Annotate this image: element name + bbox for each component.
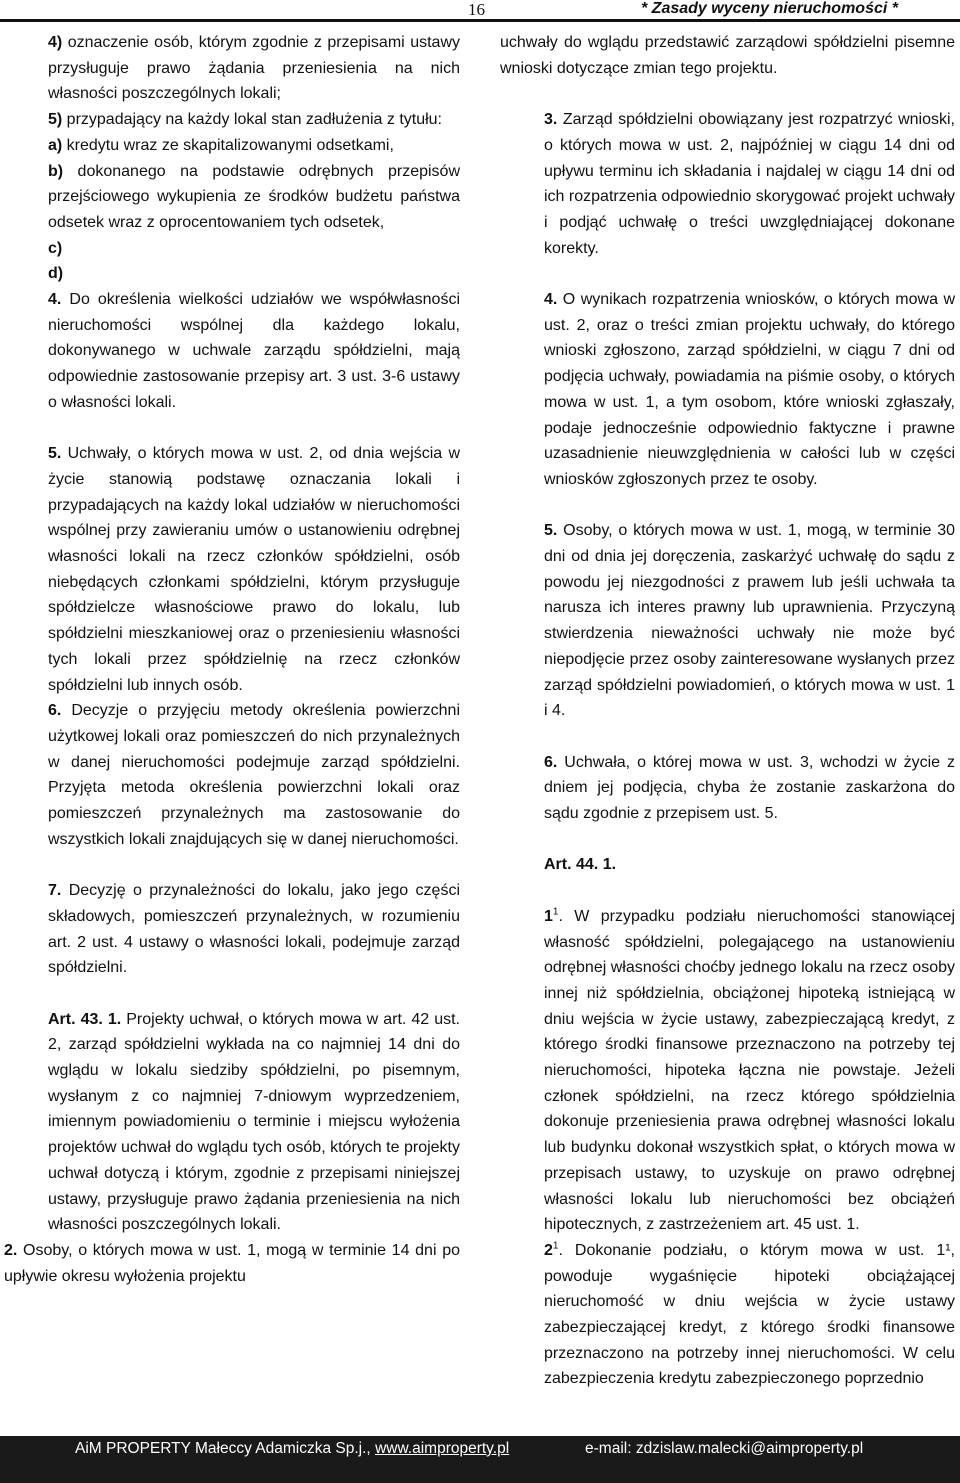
left-text-column: [4, 30, 460, 1289]
paragraph-number: Art. 43. 1.: [48, 1010, 122, 1028]
paragraph: [4, 878, 460, 981]
paragraph-number: 5.: [48, 445, 62, 463]
page-number: 16: [468, 0, 485, 19]
paragraph-text: kredytu wraz ze skapitalizowanymi odsetkami,: [62, 136, 394, 154]
footer-website-link[interactable]: www.aimproperty.pl: [375, 1440, 510, 1457]
paragraph-text: Projekty uchwał, o których mowa w art. 42 ust. 2, zarząd spółdzielni wykłada na co najmniej 14 dni do wglądu w lokalu siedziby spółdzielni, po pisemnym, wysłanym z co najmniej 7-dniowym wyprzedzeniem, imiennym powiadomieniu o terminie i miejscu wyłożenia projektów uchwał do wglądu tych osób, których te projekty uchwał dotyczą i którym, zgodnie z przepisami niniejszej ustawy, przysługuje prawo żądania przeniesienia na nich własności poszczególnych lokali.: [48, 1010, 460, 1234]
footer-company-name: AiM PROPERTY Małeccy Adamiczka Sp.j.,: [75, 1440, 371, 1457]
paragraph-number: 2: [544, 1241, 553, 1259]
paragraph-text: oznaczenie osób, którym zgodnie z przepisami ustawy przysługuje prawo żądania przeniesienia na nich własności poszczególnych lokali;: [48, 34, 460, 103]
paragraph-number: a): [48, 136, 63, 154]
paragraph: [500, 852, 955, 878]
paragraph-text: . Dokonanie podziału, o którym mowa w ust. 1¹, powoduje wygaśnięcie hipoteki obciążającej nieruchomość w dniu wejścia w życie ustawy zabezpieczającej kredyt, z którego środki finansowe przeznaczono na potrzeby innej nieruchomości. W celu zabezpieczenia kredytu zabezpieczonego poprzednio: [544, 1241, 955, 1388]
paragraph-text: Osoby, o których mowa w ust. 1, mogą w terminie 14 dni po upływie okresu wyłożenia projektu: [4, 1242, 460, 1285]
paragraph-text: O wynikach rozpatrzenia wniosków, o których mowa w ust. 2, oraz o treści zmian projektu uchwały, do którego wnioski zgłoszono, zarząd spółdzielni, w ciągu 7 dni od podjęcia uchwały, powiadamia na piśmie osoby, o których mowa w ust. 1, a tym osobom, które wnioski zgłaszały, podaje jednocześnie odpowiednio faktyczne i prawne uzasadnienie nieuwzględnienia w całości lub w części wniosków zgłoszonych przez te osoby.: [544, 291, 955, 488]
paragraph: [4, 441, 460, 698]
paragraph: [4, 133, 460, 159]
paragraph: [4, 287, 460, 416]
paragraph-number: 4): [48, 34, 63, 51]
paragraph: [500, 1238, 955, 1392]
paragraph: [4, 236, 460, 262]
footer-company: [75, 1440, 509, 1458]
paragraph: [500, 107, 955, 261]
paragraph-number: 2.: [4, 1242, 18, 1259]
paragraph-number: 4.: [48, 291, 62, 309]
footer-email[interactable]: e-mail: zdzislaw.malecki@aimproperty.pl: [585, 1440, 864, 1457]
paragraph: [4, 159, 460, 236]
paragraph-number: 6.: [544, 753, 558, 771]
paragraph-number: 6.: [48, 702, 62, 720]
paragraph: [4, 30, 460, 107]
paragraph: [500, 30, 955, 81]
paragraph: [500, 904, 955, 1238]
paragraph-text: Uchwała, o której mowa w ust. 3, wchodzi w życie z dniem jej podjęcia, chyba że zostanie zaskarżona do sądu zgodnie z przepisem ust. 5.: [544, 753, 955, 823]
paragraph-text: Decyzje o przyjęciu metody określenia powierzchni użytkowej lokali oraz pomieszczeń do nich przynależnych w danej nieruchomości podejmuje zarząd spółdzielni. Przyjęta metoda określenia powierzchni lokali oraz pomieszczeń przynależnych ma zastosowanie do wszystkich lokali znajdujących się w danej nieruchomości.: [48, 702, 460, 848]
paragraph-text: . W przypadku podziału nieruchomości stanowiącej własność spółdzielni, polegającego na ustanowieniu odrębnej własności choćby jednego lokalu na rzecz osoby innej niż spółdzielnia, obciążonej hipoteką istniejącą w dniu wejścia w życie ustawy, zabezpieczającą kredyt, z którego środki finansowe przeznaczono na potrzeby tej nieruchomości, hipoteka łączna nie powstaje. Jeżeli członek spółdzielni, na rzecz którego spółdzielnia dokonuje przeniesienia prawa odrębnej własności lokalu lub budynku dokonał wszystkich spłat, o których mowa w przepisach ustawy, to uzyskuje on prawo odrębnej własności lokalu lub nieruchomości bez obciążeń hipotecznych, z zastrzeżeniem art. 45 ust. 1.: [544, 907, 955, 1234]
paragraph: [500, 287, 955, 493]
paragraph: [500, 750, 955, 827]
paragraph-text: przypadający na każdy lokal stan zadłużenia z tytułu:: [62, 111, 442, 129]
right-text-column: [500, 30, 955, 1392]
paragraph-text: Osoby, o których mowa w ust. 1, mogą, w terminie 30 dni od dnia jej doręczenia, zaskarżyć uchwałę do sądu z powodu jej niezgodności z prawem lub jeśli uchwała ta narusza ich interes prawny lub uprawnienia. Przyczyną stwierdzenia nieważności uchwały nie może być niepodjęcie przez osoby zainteresowane wysłanych przez zarząd spółdzielni powiadomień, o których mowa w ust. 1 i 4.: [544, 522, 955, 720]
paragraph-text: Do określenia wielkości udziałów we współwłasności nieruchomości wspólnej dla każdego lokalu, dokonywanego w uchwale zarządu spółdzielni, mają odpowiednie zastosowanie przepisy art. 3 ust. 3-6 ustawy o własności lokali.: [48, 291, 460, 411]
paragraph-number: d): [48, 265, 64, 283]
paragraph-text: dokonanego na podstawie odrębnych przepisów przejściowego wykupienia ze środków budżetu państwa odsetek wraz z oprocentowaniem tych odsetek,: [48, 162, 460, 231]
paragraph: [4, 261, 460, 287]
paragraph-number: c): [48, 239, 63, 257]
paragraph-number: 4.: [544, 291, 558, 308]
paragraph: [4, 107, 460, 133]
superscript: 1: [552, 1240, 559, 1252]
paragraph-number: 5.: [544, 522, 558, 540]
paragraph-number: 1: [544, 907, 553, 925]
paragraph-text: uchwały do wglądu przedstawić zarządowi spółdzielni pisemne wnioski dotyczące zmian tego projektu.: [500, 34, 955, 77]
header-rule: [0, 19, 960, 22]
paragraph: [500, 518, 955, 724]
paragraph-text: Uchwały, o których mowa w ust. 2, od dnia wejścia w życie stanowią podstawę oznaczania lokali i przypadających na każdy lokal udziałów w nieruchomości wspólnej przy zawieraniu umów o ustanowieniu odrębnej własności lokali na rzecz członków spółdzielni, osób niebędących członkami spółdzielni, którym przysługuje spółdzielcze własnościowe prawo do lokalu, lub spółdzielni mieszkaniowej oraz o przeniesieniu własności tych lokali przez spółdzielnię na rzecz członków spółdzielni lub innych osób.: [48, 445, 460, 694]
paragraph-number: b): [48, 162, 64, 180]
paragraph-number: Art. 44. 1.: [544, 856, 617, 874]
paragraph: [4, 1007, 460, 1238]
running-header-title: * Zasady wyceny nieruchomości *: [641, 0, 898, 17]
paragraph-number: 3.: [544, 111, 558, 129]
superscript: 1: [552, 906, 559, 918]
paragraph-number: 7.: [48, 882, 62, 900]
paragraph-text: Decyzję o przynależności do lokalu, jako jego części składowych, pomieszczeń przynależnych, w rozumieniu art. 2 ust. 4 ustawy o własności lokali, podejmuje zarząd spółdzielni.: [48, 882, 460, 977]
paragraph-number: 5): [48, 111, 63, 129]
paragraph-text: Zarząd spółdzielni obowiązany jest rozpatrzyć wnioski, o których mowa w ust. 2, najpóźniej w ciągu 14 dni od upływu terminu ich składania i najdalej w ciągu 14 dni od ich rozpatrzenia odpowiednio skorygować projekt uchwały i podjąć uchwałę o treści uwzględniającej dokonane korekty.: [544, 111, 955, 257]
paragraph: [4, 698, 460, 852]
paragraph: [4, 1238, 460, 1289]
